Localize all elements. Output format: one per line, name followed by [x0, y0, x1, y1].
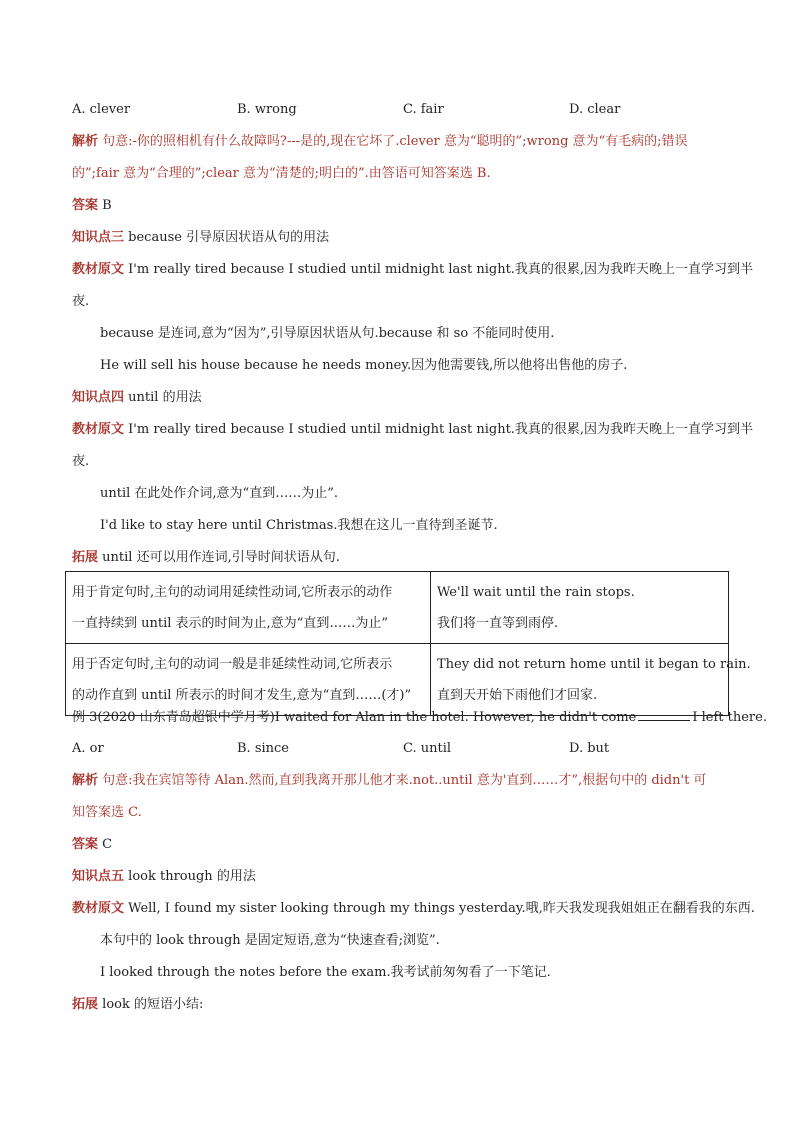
kp3-original-line-2: 夜. [72, 294, 90, 309]
kp5-heading: 知识点五 look through 的用法 [72, 869, 256, 884]
kp3-heading: 知识点三 because 引导原因状语从句的用法 [72, 230, 330, 245]
kp5-extension: 拓展 look 的短语小结: [72, 997, 204, 1012]
option-a: A. clever [72, 102, 131, 117]
kp3-example: He will sell his house because he needs money.因为他需要钱,所以他将出售他的房子. [100, 358, 628, 373]
option-b: B. wrong [237, 102, 297, 117]
ex3-analysis-line-2: 知答案选 C. [72, 805, 142, 820]
kp3-original-line-1: 教材原文 I'm really tired because I studied until midnight last night.我真的很累,因为我昨天晚上一直学习到半 [72, 262, 754, 277]
kp4-extension: 拓展 until 还可以用作连词,引导时间状语从句. [72, 550, 340, 565]
answer-line [72, 197, 112, 215]
kp4-original-line-1: 教材原文 I'm really tired because I studied until midnight last night.我真的很累,因为我昨天晚上一直学习到半 [72, 422, 754, 437]
kp5-original-line-1: 教材原文 Well, I found my sister looking through my things yesterday.哦,昨天我发现我姐姐正在翻看我的东西. [72, 901, 755, 916]
option-a: A. or [72, 741, 104, 756]
option-d: D. clear [569, 102, 621, 117]
example-3-stem: 例 3(2020 山东青岛超银中学月考)I waited for Alan in the hotel. However, he didn't come I left there. [72, 710, 767, 725]
until-usage-table [65, 571, 751, 716]
kp4-original-line-2: 夜. [72, 454, 90, 469]
table-cell: We'll wait until the rain stops. 我们将一直等到雨停. [431, 572, 729, 644]
kp3-note: because 是连词,意为“因为”,引导原因状语从句.because 和 so 不能同时使用. [100, 326, 555, 341]
kp5-note: 本句中的 look through 是固定短语,意为“快速查看;浏览”. [100, 933, 440, 948]
table-row [66, 644, 729, 716]
table-cell: 用于肯定句时,主句的动词用延续性动词,它所表示的动作 一直持续到 until 表示的时间为止,意为“直到……为止” [66, 572, 431, 644]
analysis-line-2: 的”;fair 意为“合理的”;clear 意为“清楚的;明白的”.由答语可知答案选 B. [72, 166, 491, 181]
kp5-example: I looked through the notes before the exam.我考试前匆匆看了一下笔记. [100, 965, 551, 980]
kp4-note: until 在此处作介词,意为“直到……为止”. [100, 486, 338, 501]
analysis-line-1: 解析 句意:-你的照相机有什么故障吗?---是的,现在它坏了.clever 意为“聪明的”;wrong 意为“有毛病的;错误 [72, 134, 688, 149]
table-cell: They did not return home until it began to rain. 直到天开始下雨他们才回家. [431, 644, 729, 716]
answer-label: 答案 [72, 198, 99, 213]
ex3-analysis-line-1: 解析 句意:我在宾馆等待 Alan.然而,直到我离开那儿他才来.not..until 意为'直到……才”,根据句中的 didn't 可 [72, 773, 707, 788]
option-c: C. fair [403, 102, 444, 117]
answer-blank [638, 708, 690, 721]
analysis-label: 解析 [72, 134, 99, 149]
answer-value: B [102, 198, 112, 213]
kp4-example: I'd like to stay here until Christmas.我想在这儿一直待到圣诞节. [100, 518, 498, 533]
option-b: B. since [237, 741, 289, 756]
ex3-answer-line: 答案 C [72, 837, 113, 852]
option-c: C. until [403, 741, 452, 756]
table-row [66, 572, 729, 644]
table-cell: 用于否定句时,主句的动词一般是非延续性动词,它所表示 的动作直到 until 所表示的时间才发生,意为“直到……(才)” [66, 644, 431, 716]
kp4-heading: 知识点四 until 的用法 [72, 390, 202, 405]
option-d: D. but [569, 741, 610, 756]
